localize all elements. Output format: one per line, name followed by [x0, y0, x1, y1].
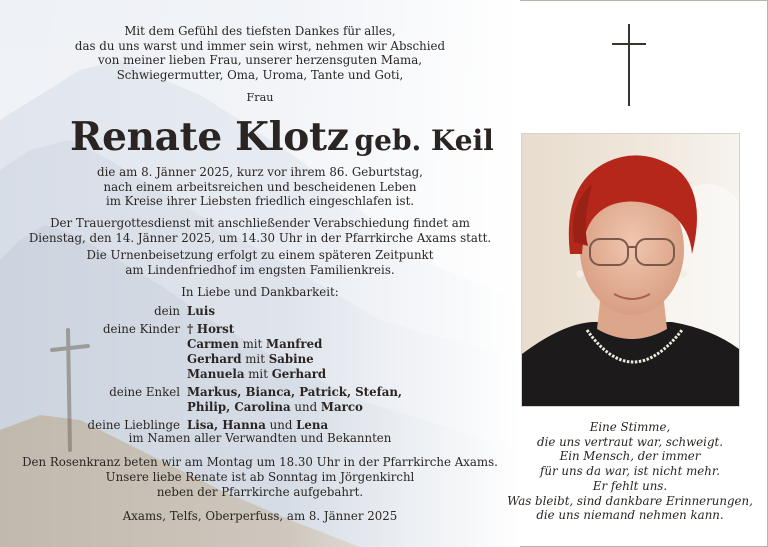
und-word: und [294, 400, 318, 414]
mourner-row-children [20, 322, 500, 382]
mourner-label: deine Lieblinge [87, 418, 180, 432]
poem-line: Was bleibt, sind dankbare Erinnerungen, [507, 493, 753, 508]
poem-line: Er fehlt uns. [592, 478, 668, 493]
funeral-info [20, 216, 500, 246]
mourner-name: Gerhard [187, 352, 242, 366]
death-notice [20, 165, 500, 209]
poem-line: Ein Mensch, der immer [559, 449, 701, 464]
death-line: nach einem arbeitsreichen und bescheidenen Leben [103, 179, 417, 194]
funeral-line: Der Trauergottesdienst mit anschließender Verabschiedung findet am [50, 216, 470, 230]
title-word: Frau [246, 91, 274, 104]
deceased-name: Renate Klotz [70, 114, 349, 160]
intro-text [20, 24, 500, 82]
poem-line: Eine Stimme, [589, 420, 671, 434]
deceased-name-block [70, 114, 494, 160]
rosary-info [20, 455, 500, 499]
und-word: und [269, 418, 293, 432]
rosary-line: neben der Pfarrkirche aufgebahrt. [156, 484, 364, 499]
mourner-name: Lisa, Hanna [187, 418, 266, 432]
cross-icon [611, 24, 647, 106]
mourner-label: dein [154, 304, 180, 318]
poem [505, 420, 755, 523]
poem-line: die uns vertraut war, schweigt. [537, 434, 723, 449]
urn-line: Die Urnenbeisetzung erfolgt zu einem späteren Zeitpunkt [86, 248, 434, 262]
mit-word: mit [242, 337, 263, 351]
intro-line: Mit dem Gefühl des tiefsten Dankes für alles, [124, 24, 396, 38]
urn-line: am Lindenfriedhof im engsten Familienkreis. [125, 262, 395, 277]
mourner-label: deine Kinder [103, 322, 180, 336]
mit-word: mit [248, 367, 268, 381]
mourner-name: Horst [196, 322, 235, 336]
mit-word: mit [245, 352, 265, 366]
poem-line: für uns da war, ist nicht mehr. [540, 464, 720, 479]
mourner-name: Carmen [187, 337, 239, 351]
death-line: im Kreise ihrer Liebsten friedlich eingeschlafen ist. [105, 194, 415, 209]
mourner-name: Lena [296, 418, 329, 432]
place-date: Axams, Telfs, Oberperfuss, am 8. Jänner 2025 [122, 509, 398, 523]
death-line: die am 8. Jänner 2025, kurz vor ihrem 86. Geburtstag, [97, 165, 423, 179]
mourner-name: Manuela [187, 367, 245, 381]
intro-line: Schwiegermutter, Oma, Uroma, Tante und Goti, [116, 67, 404, 82]
mourner-row-husband [20, 304, 500, 319]
rosary-line: Unsere liebe Renate ist ab Sonntag im Jörgenkirchl [105, 469, 415, 484]
rosary-line: Den Rosenkranz beten wir am Montag um 18.30 Uhr in der Pfarrkirche Axams. [22, 455, 498, 469]
relatives-line: im Namen aller Verwandten und Bekannten [128, 431, 392, 445]
cross-symbol: † [187, 322, 194, 336]
portrait-photo [521, 133, 740, 407]
mourner-name: Luis [187, 304, 215, 318]
intro-line: das du uns warst und immer sein wirst, nehmen wir Abschied [74, 38, 446, 53]
portrait-image [522, 134, 739, 406]
poem-line: die uns niemand nehmen kann. [536, 508, 724, 523]
mourner-name: Manfred [266, 337, 323, 351]
funeral-line: Dienstag, den 14. Jänner 2025, um 14.30 Uhr in der Pfarrkirche Axams statt. [28, 230, 492, 245]
mourner-name: Gerhard [271, 367, 327, 381]
mourner-row-grandchildren [20, 385, 500, 415]
birth-name: geb. Keil [354, 124, 494, 157]
mourner-name: Marco [320, 400, 363, 414]
mourner-name: Sabine [268, 352, 314, 366]
mourners-list [20, 304, 500, 433]
mourner-label: deine Enkel [109, 385, 180, 399]
love-line: In Liebe und Dankbarkeit: [181, 285, 339, 299]
mourner-name: Philip, Carolina [187, 400, 291, 414]
urn-info [20, 248, 500, 278]
mourner-name: Markus, Bianca, Patrick, Stefan, [187, 385, 403, 399]
intro-line: von meiner lieben Frau, unserer herzensguten Mama, [98, 53, 422, 68]
